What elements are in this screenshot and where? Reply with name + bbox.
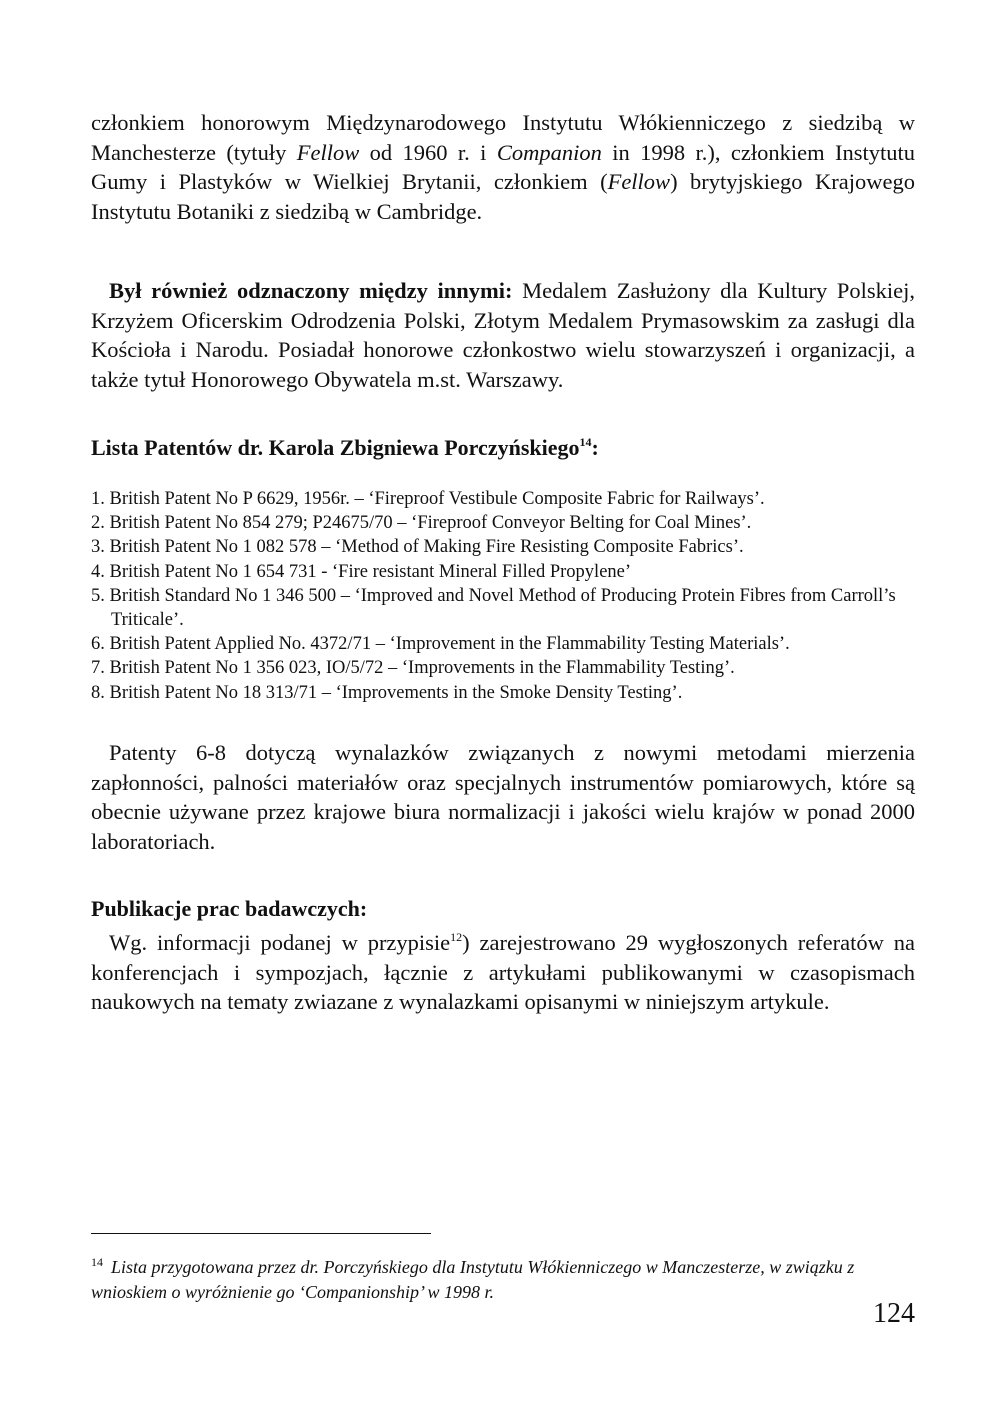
- patents-heading: [91, 435, 599, 461]
- patent-item: 8. British Patent No 18 313/71 – ‘Improvements in the Smoke Density Testing’.: [91, 682, 683, 703]
- paragraph-memberships: [91, 108, 915, 226]
- text: Wg. informacji podanej w przypisie: [109, 930, 451, 955]
- heading-suffix: :: [591, 435, 599, 460]
- patent-item: 4. British Patent No 1 654 731 - ‘Fire resistant Mineral Filled Propylene’: [91, 561, 632, 582]
- italic-term: Companion: [496, 139, 602, 165]
- text: od 1960 r. i: [359, 139, 497, 165]
- patent-item: 5. British Standard No 1 346 500 – ‘Improved and Novel Method of Producing Protein Fibres from Carroll’s Triticale’.: [91, 585, 896, 631]
- patent-item: 7. British Patent No 1 356 023, IO/5/72 – ‘Improvements in the Flammability Testing’.: [91, 658, 735, 679]
- text: ) zarejestrowano 29 wygłoszonych referatów na konferencjach i sympozjach, łącznie z artykułami publikowanymi w czasopismach naukowych na tematy zwiazane z wynalazkami opisanymi w niniejszym artykule.: [91, 930, 915, 1014]
- footnote: [91, 1250, 915, 1305]
- text: członkiem honorowym Międzynarodowego Instytutu Włókienniczego z siedzibą w Manchesterze (tytuły: [91, 110, 915, 165]
- footnote-reference: 14: [579, 435, 592, 449]
- patent-item: 3. British Patent No 1 082 578 – ‘Method of Making Fire Resisting Composite Fabrics’.: [91, 537, 744, 558]
- bold-lead: Był również odznaczony między innymi:: [109, 278, 513, 303]
- paragraph-patents-description: Patenty 6-8 dotyczą wynalazków związanych z nowymi metodami mierzenia zapłonności, palności materiałów oraz specjalnych instrumentów pomiarowych, które są obecnie używane przez krajowe biura normalizacji i jakości wielu krajów w ponad 2000 laboratoriach.: [91, 740, 915, 854]
- page-number: 124: [873, 1298, 915, 1329]
- patent-item: 1. British Patent No P 6629, 1956r. – ‘Fireproof Vestibule Composite Fabric for Railways’.: [91, 489, 765, 509]
- footnote-divider: [91, 1233, 431, 1234]
- heading-text: Lista Patentów dr. Karola Zbigniewa Porczyńskiego: [91, 435, 580, 460]
- patents-list: [91, 487, 915, 705]
- text: in 1998 r.), członkiem Instytutu Gumy i Plastyków w Wielkiej Brytanii, członkiem (: [91, 139, 915, 194]
- patent-item: 6. British Patent Applied No. 4372/71 – ‘Improvement in the Flammability Testing Materials’.: [91, 634, 790, 655]
- text: Medalem Zasłużony dla Kultury Polskiej, Krzyżem Oficerskim Odrodzenia Polski, Złotym Medalem Prymasowskim za zasługi dla Kościoła i Narodu. Posiadał honorowe członkostwo wielu stowarzyszeń i organizacji, a także tytuł Honorowego Obywatela m.st. Warszawy.: [91, 278, 915, 392]
- footnote-number: 14: [91, 1255, 103, 1269]
- footnote-reference: 12: [450, 930, 463, 944]
- paragraph-publications: [91, 923, 915, 1017]
- publications-heading: Publikacje prac badawczych:: [91, 896, 368, 921]
- italic-term: Fellow: [296, 139, 360, 165]
- paragraph-awards: [91, 276, 915, 394]
- patent-item: 2. British Patent No 854 279; P24675/70 – ‘Fireproof Conveyor Belting for Coal Mines’.: [91, 513, 752, 534]
- text: ) brytyjskiego Krajowego Instytutu Botaniki z siedzibą w Cambridge.: [91, 169, 915, 224]
- italic-term: Fellow: [607, 169, 671, 194]
- footnote-text: Lista przygotowana przez dr. Porczyńskiego dla Instytutu Włókienniczego w Manczesterze, w związku z wnioskiem o wyróżnienie go ‘Companionship’ w 1998 r.: [91, 1257, 855, 1302]
